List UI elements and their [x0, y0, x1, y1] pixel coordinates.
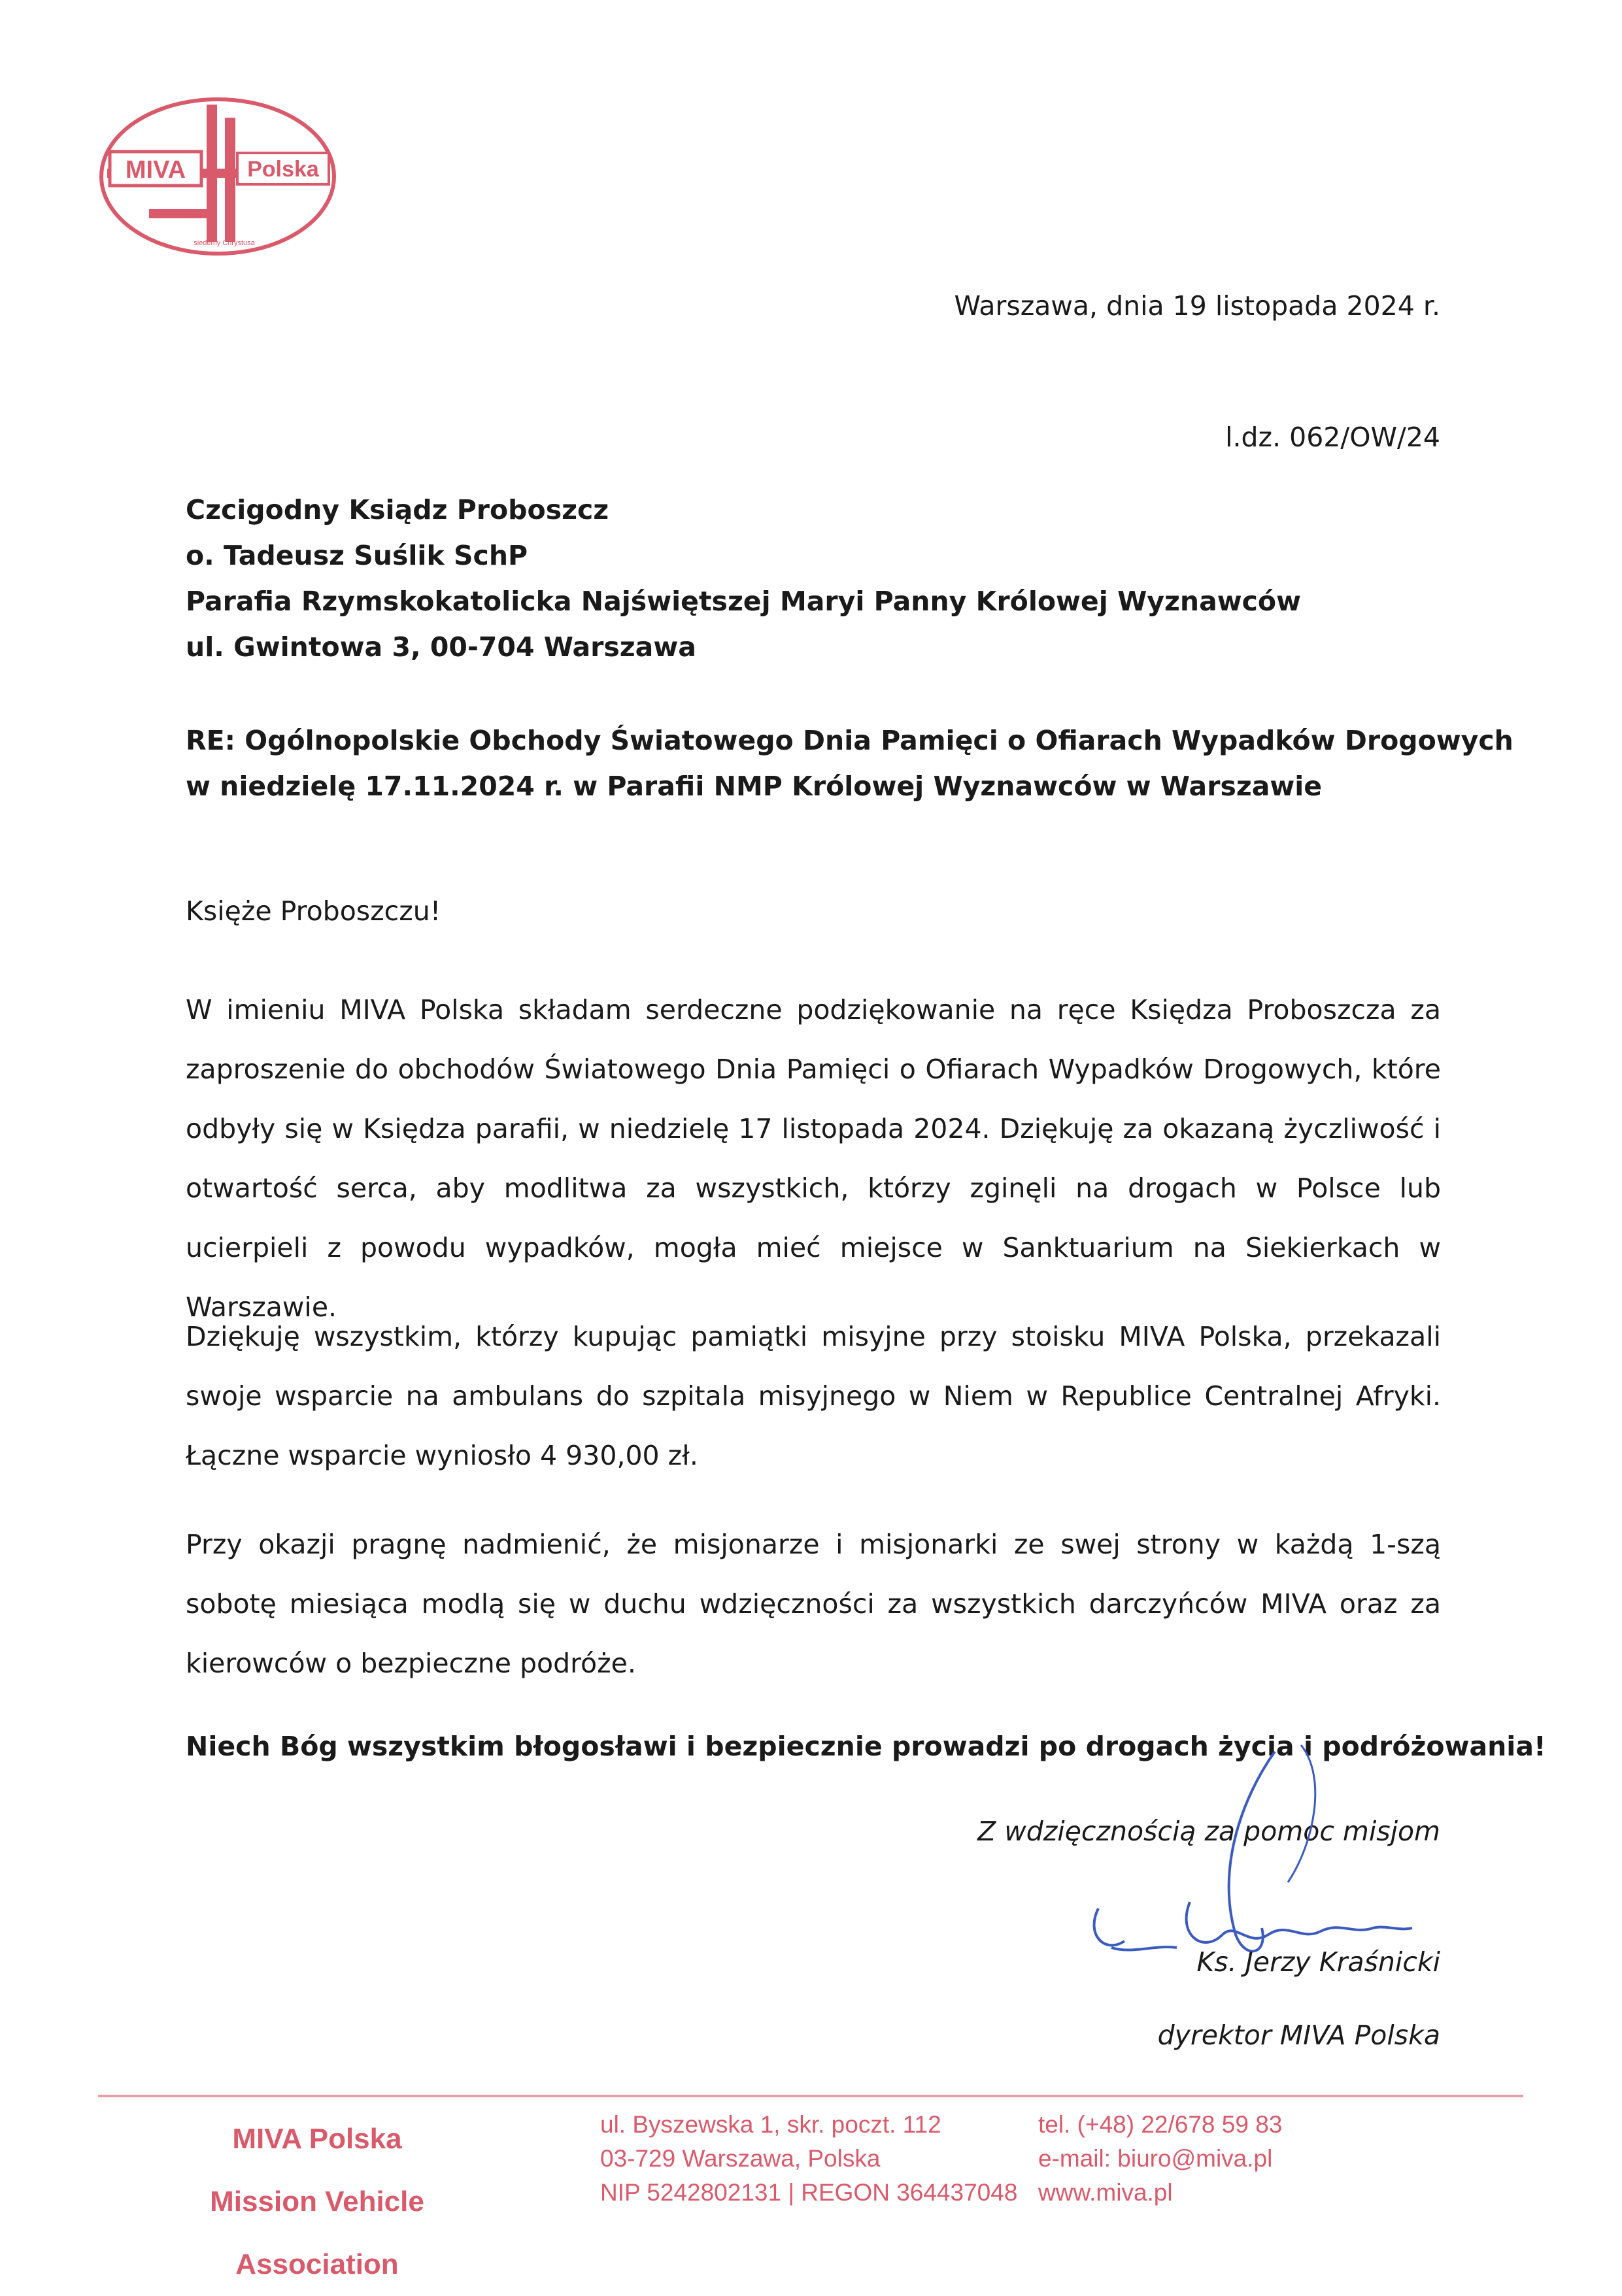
- recipient-line: Parafia Rzymskokatolicka Najświętszej Maryi Panny Królowej Wyznawców: [186, 586, 1301, 617]
- footer-address-line: NIP 5242802131 | REGON 364437048: [600, 2179, 1018, 2206]
- footer-org-name: MIVA Polska: [232, 2123, 402, 2155]
- recipient-line: Czcigodny Ksiądz Proboszcz: [186, 494, 609, 525]
- signer-name: Ks. Jerzy Kraśnicki: [1196, 1946, 1440, 1978]
- footer-address-line: ul. Byszewska 1, skr. poczt. 112: [600, 2111, 941, 2138]
- recipient-address: [186, 487, 1301, 670]
- svg-text:Polska: Polska: [247, 157, 319, 182]
- reference-number: l.dz. 062/OW/24: [1225, 422, 1440, 453]
- footer-address-line: 03-729 Warszawa, Polska: [600, 2145, 881, 2172]
- footer-contact: [1038, 2108, 1282, 2210]
- recipient-line: o. Tadeusz Suślik SchP: [186, 540, 528, 571]
- logo-tagline: siedemy Chrystusa: [194, 239, 255, 247]
- body-paragraph: Przy okazji pragnę nadmienić, że misjonarze i misjonarki ze swej strony w każdą 1-szą sobotę miesiąca modlą się w duchu wdzięczności za wszystkich darczyńców MIVA oraz za kierowców o bezpieczne podróże.: [186, 1529, 1441, 1679]
- subject-line: RE: Ogólnopolskie Obchody Światowego Dnia Pamięci o Ofiarach Wypadków Drogowych: [186, 725, 1513, 756]
- miva-polska-logo: [97, 92, 339, 261]
- letter-subject: [186, 718, 1513, 809]
- salutation: Księże Proboszczu!: [186, 895, 441, 927]
- signoff-thanks: Z wdzięcznością za pomoc misjom: [977, 1816, 1440, 1847]
- footer-website: www.miva.pl: [1038, 2179, 1173, 2206]
- footer-organization: [157, 2108, 477, 2296]
- footer-divider: [98, 2095, 1523, 2097]
- closing-blessing: Niech Bóg wszystkim błogosławi i bezpiecznie prowadzi po drogach życia i podróżowania!: [186, 1731, 1546, 1762]
- footer-phone: tel. (+48) 22/678 59 83: [1038, 2111, 1283, 2138]
- svg-text:MIVA: MIVA: [125, 156, 186, 184]
- footer-email: e-mail: biuro@miva.pl: [1038, 2145, 1273, 2172]
- logo-seal-icon: [97, 92, 339, 261]
- letter-date: Warszawa, dnia 19 listopada 2024 r.: [954, 290, 1440, 322]
- footer-address: [600, 2108, 1017, 2210]
- footer-org-full: Mission Vehicle Association: [210, 2186, 424, 2280]
- subject-line: w niedzielę 17.11.2024 r. w Parafii NMP Królowej Wyznawców w Warszawie: [186, 771, 1323, 802]
- body-paragraph: Dziękuję wszystkim, którzy kupując pamiątki misyjne przy stoisku MIVA Polska, przekazali swoje wsparcie na ambulans do szpitala misyjnego w Niem w Republice Centralnej Afryki. Łączne wsparcie wyniosło 4 930,00 zł.: [186, 1321, 1441, 1471]
- body-paragraph: W imieniu MIVA Polska składam serdeczne podziękowanie na ręce Księdza Proboszcza za zaproszenie do obchodów Światowego Dnia Pamięci o Ofiarach Wypadków Drogowych, które odbyły się w Księdza parafii, w niedzielę 17 listopada 2024. Dziękuję za okazaną życzliwość i otwartość serca, aby modlitwa za wszystkich, którzy zginęli na drogach w Polsce lub ucierpieli z powodu wypadków, mogła mieć miejsce w Sanktuarium na Siekierkach w Warszawie.: [186, 994, 1441, 1323]
- signer-role: dyrektor MIVA Polska: [1157, 2020, 1440, 2051]
- recipient-line: ul. Gwintowa 3, 00-704 Warszawa: [186, 631, 696, 663]
